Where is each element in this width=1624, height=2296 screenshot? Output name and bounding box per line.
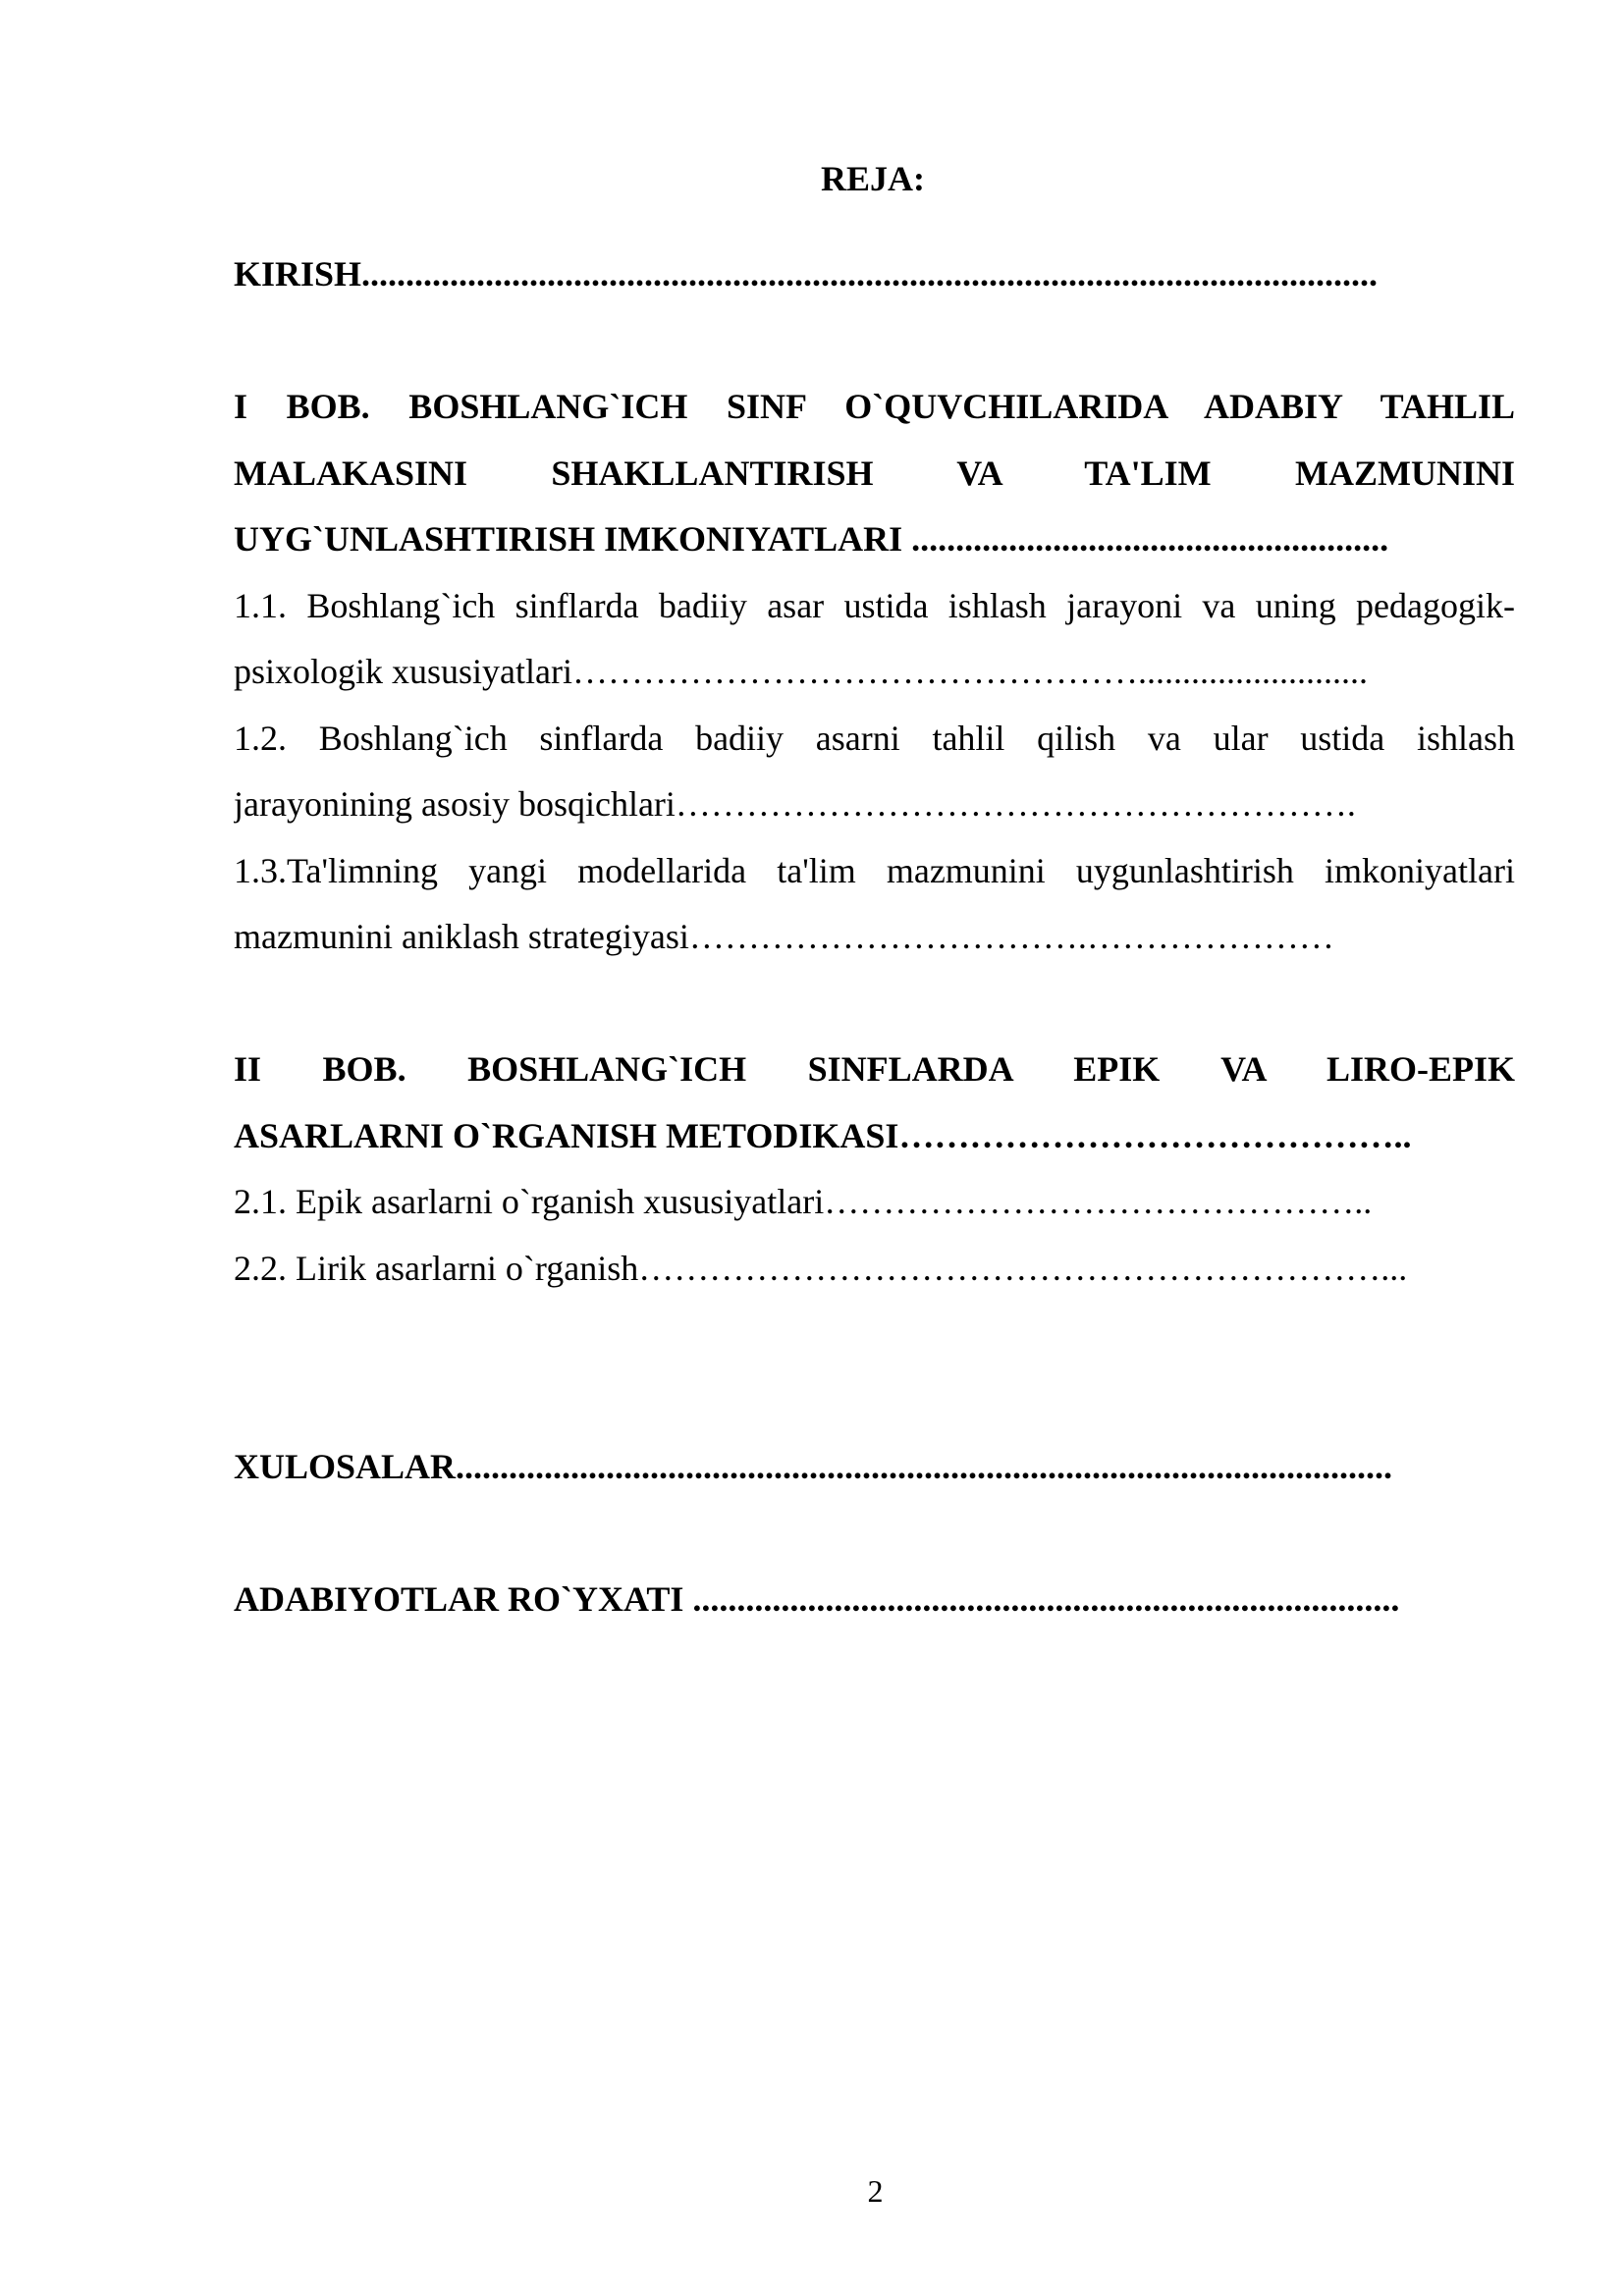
toc-section-1-2-line1: 1.2. Boshlang`ich sinflarda badiiy asarni tahlil qilish va ular ustida ishlash xyxy=(234,718,1515,758)
spacer xyxy=(234,1501,1515,1568)
toc-chapter1-line2: MALAKASINI SHAKLLANTIRISH VA TA'LIM MAZMUNINI xyxy=(234,453,1515,493)
page-title-text: REJA: xyxy=(821,159,925,198)
spacer xyxy=(234,971,1515,1038)
toc-chapter1-line3: UYG`UNLASHTIRISH IMKONIYATLARI ...................................................... xyxy=(234,519,1389,559)
toc-entry-adabiyotlar: ADABIYOTLAR RO`YXATI ................................................................................ xyxy=(234,1579,1400,1619)
toc-chapter1-line1: I BOB. BOSHLANG`ICH SINF O`QUVCHILARIDA ADABIY TAHLIL xyxy=(234,387,1515,426)
toc-section-2-1: 2.1. Epik asarlarni o`rganish xususiyatlari……………………………………….. xyxy=(234,1182,1373,1221)
toc-section-1-1-line2: psixologik xususiyatlari………………………………………….......................... xyxy=(234,652,1368,691)
spacer xyxy=(234,1302,1515,1434)
toc-section-1-1-line1: 1.1. Boshlang`ich sinflarda badiiy asar ustida ishlash jarayoni va uning pedagogik- xyxy=(234,585,1515,625)
toc-section-1-3-line1: 1.3.Ta'limning yangi modellarida ta'lim mazmunini uygunlashtirish imkoniyatlari xyxy=(234,850,1515,890)
toc-chapter2-line1: II BOB. BOSHLANG`ICH SINFLARDA EPIK VA LIRO-EPIK xyxy=(234,1049,1515,1089)
toc-section-1-3-line2: mazmunini aniklash strategiyasi…………………………….………………… xyxy=(234,917,1334,956)
toc-chapter2-line2: ASARLARNI O`RGANISH METODIKASI…………………………………….. xyxy=(234,1115,1412,1155)
toc-section-1-2-line2: jarayonining asosiy bosqichlari…………………………………………………. xyxy=(234,784,1356,824)
page-title xyxy=(0,155,1624,202)
toc-section-2-2: 2.2. Lirik asarlarni o`rganish………………………………………………………... xyxy=(234,1248,1408,1288)
table-of-contents xyxy=(234,241,1515,1633)
toc-entry-xulosalar: XULOSALAR.......................................................................................................... xyxy=(234,1447,1393,1486)
page-number: 2 xyxy=(867,2173,884,2209)
toc-entry-kirish: KIRISH................................................................................................................... xyxy=(234,254,1379,294)
spacer xyxy=(234,308,1515,375)
